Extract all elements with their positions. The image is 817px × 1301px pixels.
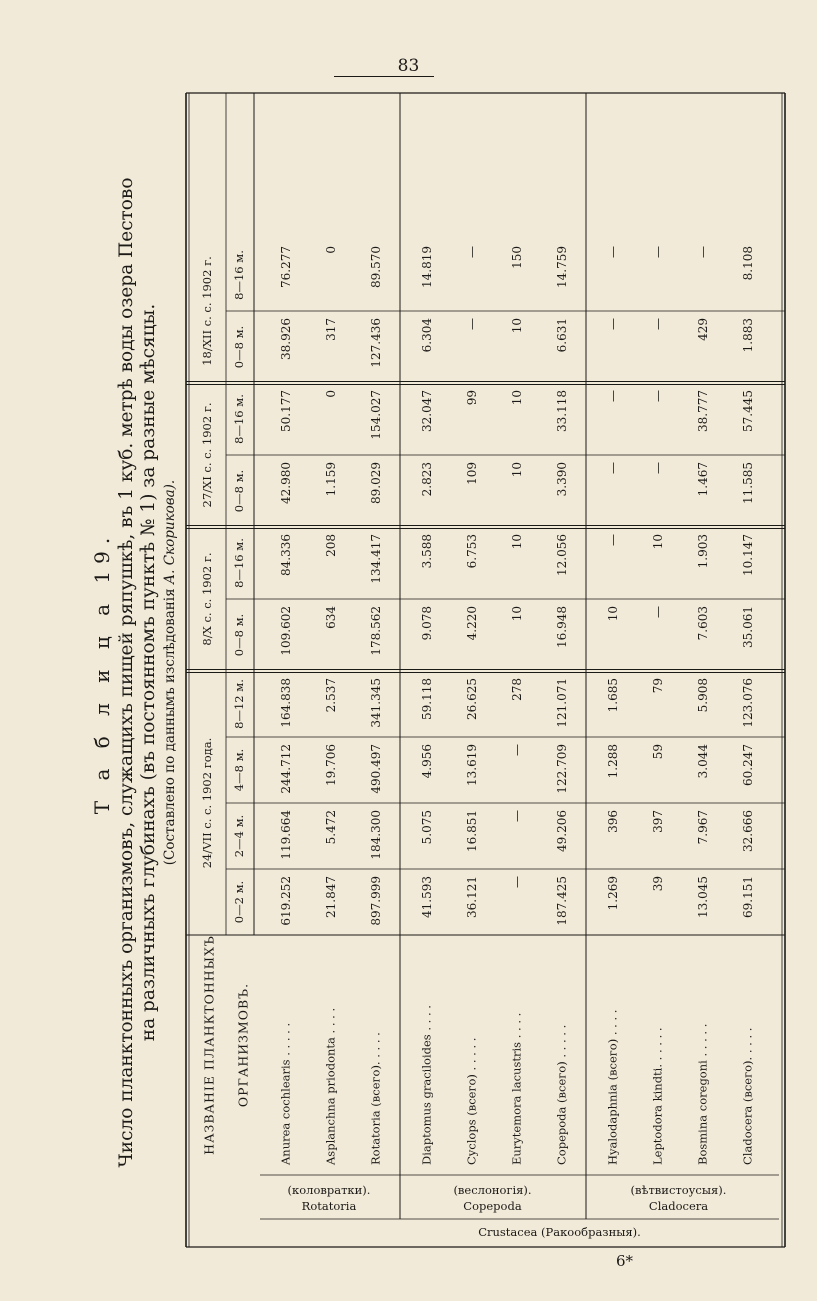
cell-value: 69.151	[741, 876, 755, 918]
cell-value: 89.029	[369, 462, 383, 504]
cell-value: 490.497	[369, 744, 383, 794]
name-header: ОРГАНИЗМОВЪ.	[235, 982, 251, 1108]
row-name: Cyclops (всего) . . . . .	[464, 1037, 479, 1165]
cell-value: 10	[606, 606, 620, 622]
cell-value: 12.056	[555, 534, 569, 576]
row-name: Leptodora kindti. . . . . .	[650, 1027, 665, 1165]
cell-value: 897.999	[369, 876, 383, 926]
name-header: НАЗВАНІЕ ПЛАНКТОННЫХЪ	[201, 935, 217, 1155]
cell-value: 38.926	[279, 318, 293, 360]
cell-value: —	[651, 462, 665, 474]
cell-value: 19.706	[324, 744, 338, 786]
date-header: 18/XII с. с. 1902 г.	[200, 256, 214, 366]
depth-header: 8—16 м.	[232, 394, 246, 444]
cell-value: 89.570	[369, 246, 383, 288]
cell-value: 16.948	[555, 606, 569, 648]
page-number: 83	[397, 56, 420, 76]
cell-value: 619.252	[279, 876, 293, 926]
table-label: Т а б л и ц а 19.	[90, 530, 114, 815]
cell-value: 11.585	[741, 462, 755, 504]
cell-value: 4.956	[420, 744, 434, 779]
cell-value: 164.838	[279, 678, 293, 728]
cell-value: 187.425	[555, 876, 569, 926]
cell-value: 10	[510, 390, 524, 406]
cell-value: 10	[651, 534, 665, 550]
cell-value: 9.078	[420, 606, 434, 641]
group-label: Copepoda	[463, 1199, 522, 1213]
cell-value: 341.345	[369, 678, 383, 728]
cell-value: 184.300	[369, 810, 383, 860]
cell-value: 634	[324, 606, 338, 629]
cell-value: 79	[651, 678, 665, 694]
row-name: Hyalodaphnia (всего) . . . .	[605, 1009, 620, 1165]
group-label: Cladocera	[648, 1199, 709, 1213]
cell-value: 60.247	[741, 744, 755, 786]
cell-value: 397	[651, 810, 665, 833]
cell-value: 6.753	[465, 534, 479, 569]
source-prefix: (Составлено по даннымъ изслѣдованія	[162, 588, 178, 866]
cell-value: 1.288	[606, 744, 620, 779]
cell-value: 127.436	[369, 318, 383, 368]
depth-header: 8—16 м.	[232, 250, 246, 300]
cell-value: 5.908	[696, 678, 710, 713]
cell-value: 1.883	[741, 318, 755, 353]
cell-value: 208	[324, 534, 338, 557]
cell-value: 178.562	[369, 606, 383, 656]
date-header: 27/XI с. с. 1902 г.	[200, 402, 214, 508]
cell-value: 10	[510, 606, 524, 622]
cell-value: 8.108	[741, 246, 755, 281]
cell-value: 7.967	[696, 810, 710, 845]
cell-value: 59.118	[420, 678, 434, 720]
row-name: Copepoda (всего) . . . . .	[554, 1024, 569, 1165]
cell-value: —	[606, 390, 620, 402]
cell-value: 0	[324, 246, 338, 254]
cell-value: 13.045	[696, 876, 710, 918]
cell-value: 3.044	[696, 744, 710, 779]
cell-value: 429	[696, 318, 710, 341]
row-name: Bosmina coregoni . . . . .	[695, 1023, 710, 1165]
cell-value: 317	[324, 318, 338, 341]
cell-value: —	[606, 246, 620, 258]
row-name: Anurea cochlearis . . . . .	[278, 1022, 293, 1165]
cell-value: 10	[510, 318, 524, 334]
group-label: (коловратки).	[287, 1183, 371, 1197]
cell-value: 1.685	[606, 678, 620, 713]
cell-value: 3.390	[555, 462, 569, 497]
cell-value: 32.666	[741, 810, 755, 852]
cell-value: 35.061	[741, 606, 755, 648]
cell-value: 38.777	[696, 390, 710, 432]
cell-value: 154.027	[369, 390, 383, 440]
cell-value: 32.047	[420, 390, 434, 432]
cell-value: 57.445	[741, 390, 755, 432]
cell-value: 3.588	[420, 534, 434, 569]
cell-value: 10	[510, 534, 524, 550]
cell-value: 99	[465, 390, 479, 406]
depth-header: 8—12 м.	[232, 679, 246, 729]
cell-value: 21.847	[324, 876, 338, 918]
cell-value: 121.071	[555, 678, 569, 728]
cell-value: 76.277	[279, 246, 293, 288]
cell-value: —	[465, 318, 479, 330]
cell-value: 59	[651, 744, 665, 760]
depth-header: 0—8 м.	[232, 613, 246, 657]
cell-value: 134.417	[369, 534, 383, 584]
cell-value: 244.712	[279, 744, 293, 794]
table-source-note	[162, 90, 178, 1255]
row-name: Eurytemora lacustris . . . .	[509, 1012, 524, 1165]
cell-value: 0	[324, 390, 338, 398]
cell-value: —	[651, 390, 665, 402]
cell-value: 26.625	[465, 678, 479, 720]
group-label: (вѣтвистоусыя).	[630, 1183, 727, 1197]
row-name: Cladocera (всего). . . . .	[740, 1027, 755, 1165]
cell-value: 4.220	[465, 606, 479, 641]
cell-value: 1.159	[324, 462, 338, 497]
page-signature: 6*	[616, 1252, 634, 1270]
cell-value: —	[510, 810, 524, 822]
cell-value: 109.602	[279, 606, 293, 656]
cell-value: 7.603	[696, 606, 710, 641]
row-name: Diaptomus graciloides . . . .	[419, 1005, 434, 1165]
outer-group-label: Crustacea (Ракообразныя).	[478, 1225, 641, 1239]
cell-value: 2.537	[324, 678, 338, 713]
cell-value: —	[510, 876, 524, 888]
depth-header: 0—8 м.	[232, 469, 246, 513]
cell-value: —	[651, 318, 665, 330]
cell-value: 2.823	[420, 462, 434, 497]
table-caption-line-2: на различныхъ глубинахъ (въ постоянномъ пунктѣ № 1) за разные мѣсяцы.	[138, 303, 159, 1042]
cell-value: 1.903	[696, 534, 710, 569]
cell-value: 39	[651, 876, 665, 892]
group-label: (веслоногія).	[453, 1183, 532, 1197]
cell-value: 10.147	[741, 534, 755, 576]
cell-value: 41.593	[420, 876, 434, 918]
cell-value: —	[606, 462, 620, 474]
cell-value: 1.467	[696, 462, 710, 497]
cell-value: 84.336	[279, 534, 293, 576]
source-author: А. Скорикова).	[162, 479, 178, 585]
cell-value: 49.206	[555, 810, 569, 852]
cell-value: —	[696, 246, 710, 258]
cell-value: 119.664	[279, 810, 293, 860]
cell-value: 278	[510, 678, 524, 701]
date-header: 8/X с. с. 1902 г.	[200, 552, 214, 646]
cell-value: 42.980	[279, 462, 293, 504]
cell-value: 6.304	[420, 318, 434, 353]
cell-value: 5.472	[324, 810, 338, 845]
cell-value: 396	[606, 810, 620, 833]
cell-value: 150	[510, 246, 524, 269]
cell-value: 16.851	[465, 810, 479, 852]
cell-value: 109	[465, 462, 479, 485]
row-name: Asplanchna priodonta . . . .	[323, 1007, 338, 1165]
cell-value: 10	[510, 462, 524, 478]
depth-header: 0—2 м.	[232, 880, 246, 924]
cell-value: 5.075	[420, 810, 434, 845]
cell-value: —	[465, 246, 479, 258]
cell-value: —	[606, 534, 620, 546]
date-header: 24/VII с. с. 1902 года.	[200, 737, 214, 869]
cell-value: 33.118	[555, 390, 569, 432]
cell-value: —	[651, 246, 665, 258]
header-rule	[334, 76, 434, 77]
plankton-table	[182, 90, 755, 1255]
cell-value: 14.819	[420, 246, 434, 288]
cell-value: 36.121	[465, 876, 479, 918]
cell-value: 50.177	[279, 390, 293, 432]
cell-value: 14.759	[555, 246, 569, 288]
table-titles	[90, 90, 178, 1255]
cell-value: 13.619	[465, 744, 479, 786]
row-name: Rotatoria (всего). . . . .	[368, 1032, 383, 1165]
depth-header: 0—8 м.	[232, 325, 246, 369]
depth-header: 4—8 м.	[232, 748, 246, 792]
depth-header: 2—4 м.	[232, 814, 246, 858]
group-label: Rotatoria	[301, 1199, 357, 1213]
cell-value: —	[651, 606, 665, 618]
table-caption-line-1: Число планктонныхъ организмовъ, служащихъ пищей ряпушкѣ, въ 1 куб. метрѣ воды озера Пестово	[116, 177, 137, 1168]
depth-header: 8—16 м.	[232, 538, 246, 588]
cell-value: —	[510, 744, 524, 756]
cell-value: 1.269	[606, 876, 620, 911]
cell-value: 123.076	[741, 678, 755, 728]
cell-value: —	[606, 318, 620, 330]
cell-value: 122.709	[555, 744, 569, 794]
rotated-table-area	[90, 90, 755, 1255]
cell-value: 6.631	[555, 318, 569, 353]
